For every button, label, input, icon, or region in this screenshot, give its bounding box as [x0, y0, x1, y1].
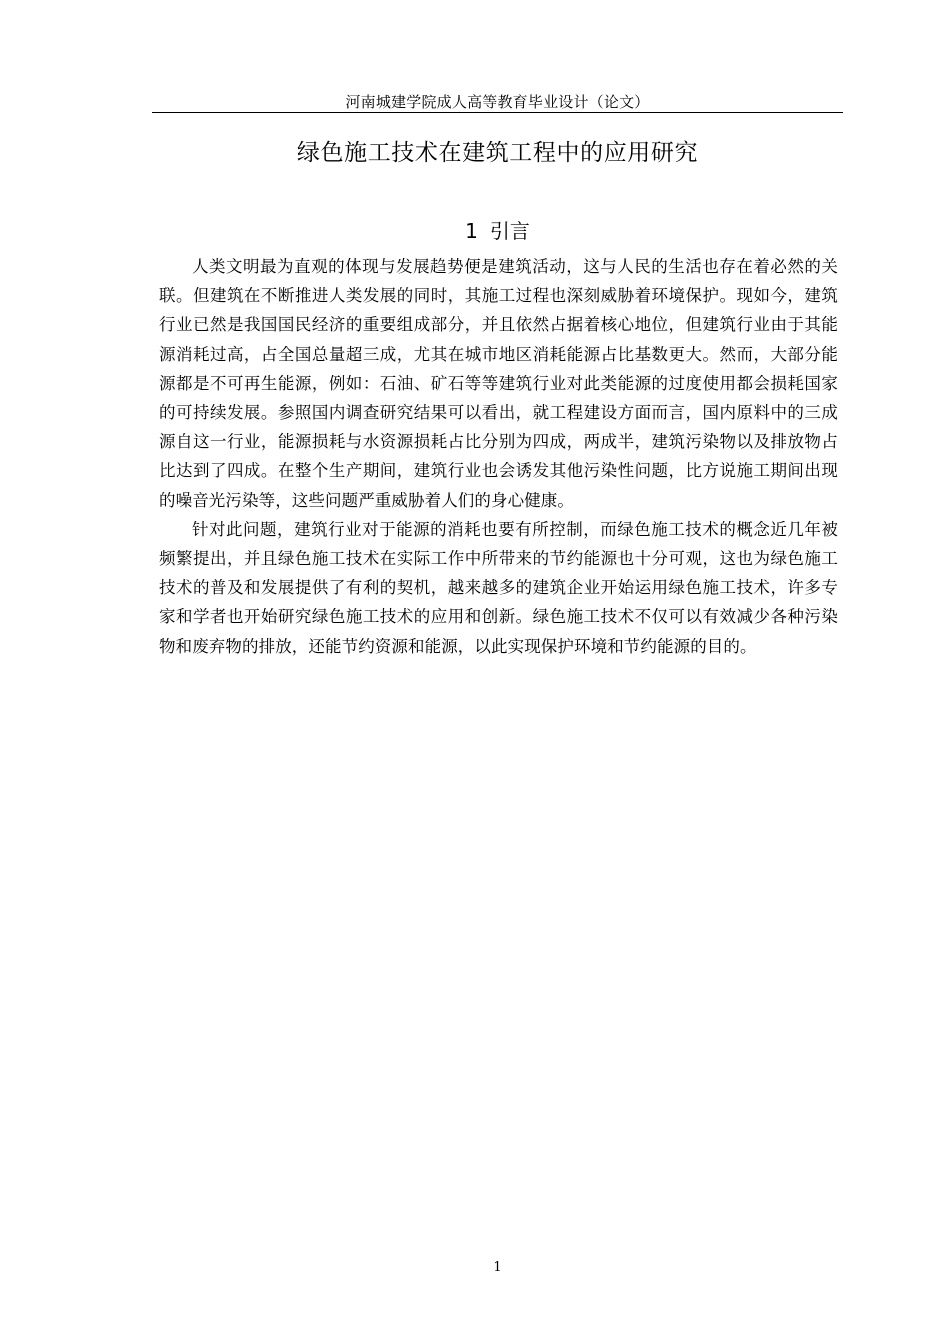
paragraph: 人类文明最为直观的体现与发展趋势便是建筑活动，这与人民的生活也存在着必然的关联。但建筑在不断推进人类发展的同时，其施工过程也深刻威胁着环境保护。现如今，建筑行业已然是我国国民经济的重要组成部分，并且依然占据着核心地位，但建筑行业由于其能源消耗过高，占全国总量超三成，尤其在城市地区消耗能源占比基数更大。然而，大部分能源都是不可再生能源，例如：石油、矿石等等建筑行业对此类能源的过度使用都会损耗国家的可持续发展。参照国内调查研究结果可以看出，就工程建设方面而言，国内原料中的三成源自这一行业，能源损耗与水资源损耗占比分别为四成，两成半，建筑污染物以及排放物占比达到了四成。在整个生产期间，建筑行业也会诱发其他污染性问题，比方说施工期间出现的噪音光污染等，这些问题严重威胁着人们的身心健康。: [159, 257, 838, 510]
header-divider: [152, 112, 843, 113]
running-header: 河南城建学院成人高等教育毕业设计（论文）: [345, 93, 650, 111]
page-number: 1: [493, 1260, 502, 1275]
body-text: [159, 252, 838, 661]
section-number: 1: [465, 219, 478, 243]
section-title: 引言: [489, 219, 530, 243]
document-title: 绿色施工技术在建筑工程中的应用研究: [296, 140, 699, 166]
paragraph: 针对此问题，建筑行业对于能源的消耗也要有所控制，而绿色施工技术的概念近几年被频繁提出，并且绿色施工技术在实际工作中所带来的节约能源也十分可观，这也为绿色施工技术的普及和发展提供了有利的契机，越来越多的建筑企业开始运用绿色施工技术，许多专家和学者也开始研究绿色施工技术的应用和创新。绿色施工技术不仅可以有效减少各种污染物和废弃物的排放，还能节约资源和能源，以此实现保护环境和节约能源的目的。: [159, 519, 838, 656]
section-heading: [152, 216, 843, 246]
